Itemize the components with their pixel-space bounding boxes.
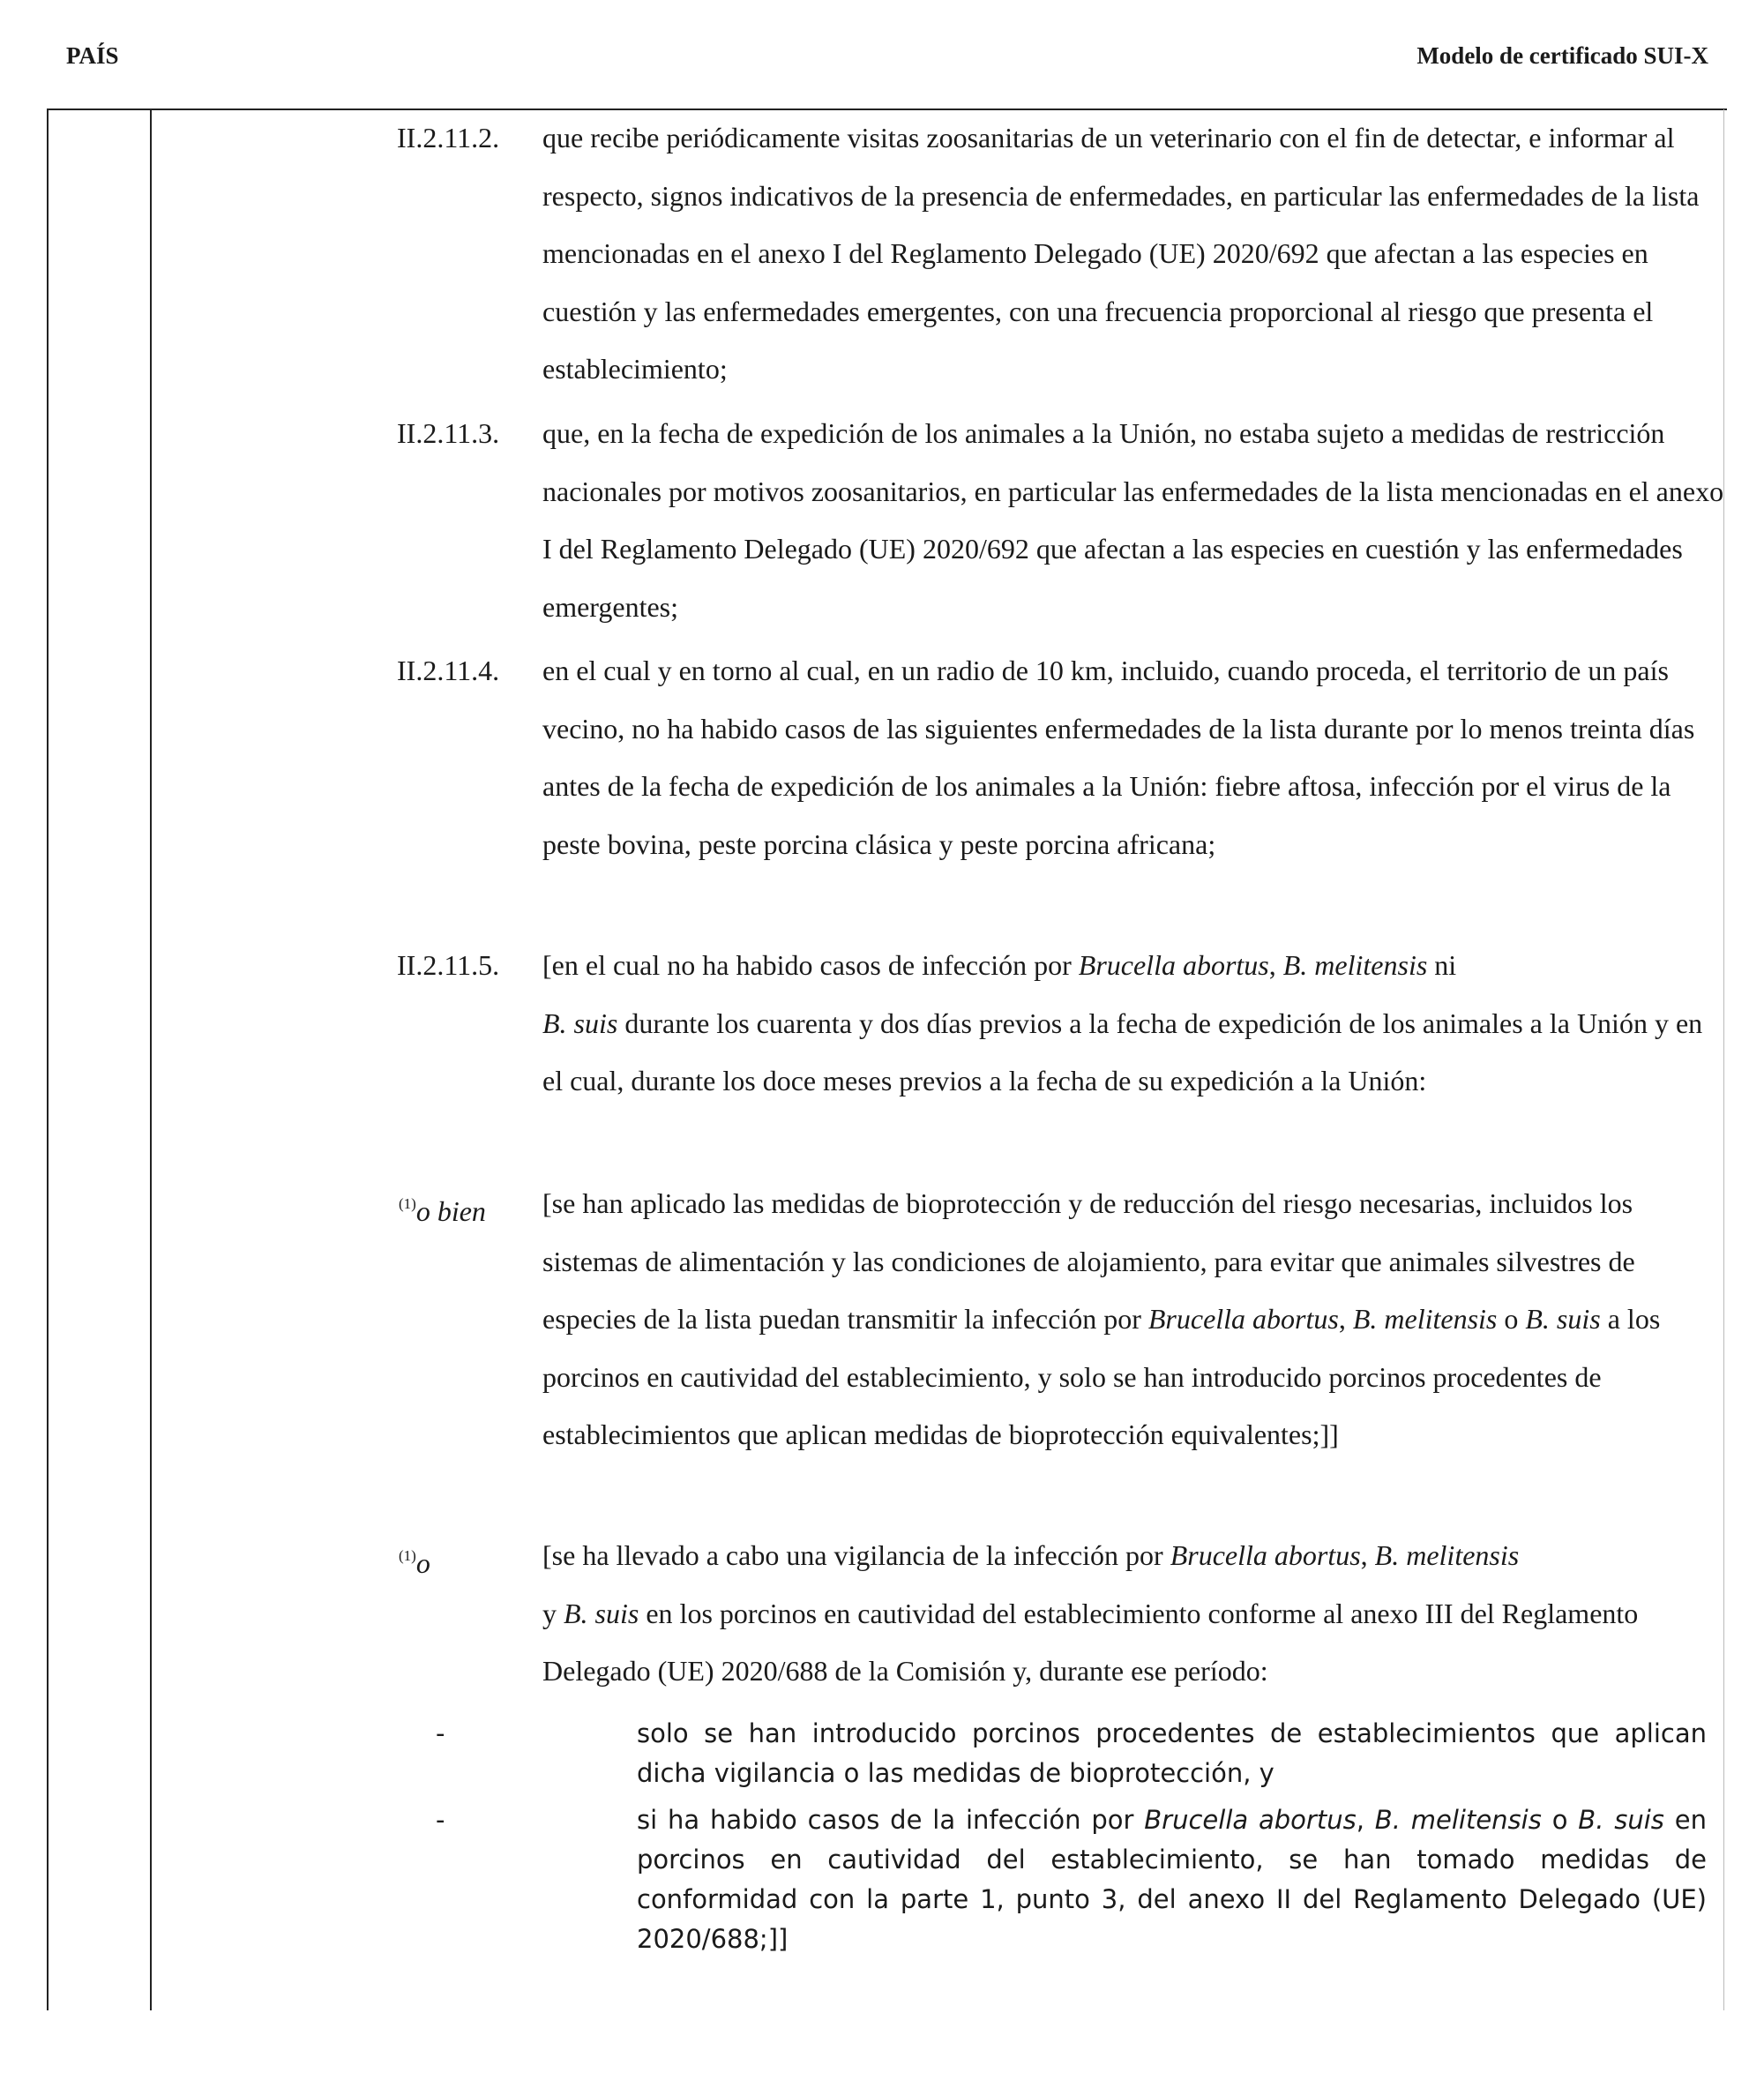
- dash-marker: -: [436, 1805, 445, 1835]
- section-number: II.2.11.2.: [397, 122, 500, 153]
- section-ii-2-11-5: [397, 937, 1729, 1111]
- table-column-divider: [150, 109, 152, 2010]
- section-ii-2-11-2: [397, 109, 1729, 399]
- section-text: que recibe periódicamente visitas zoosanitarias de un veterinario con el fin de detectar, e informar al respecto, signos indicativos de la presencia de enfermedades, en particular las enfermedades de la lista mencionadas en el anexo I del Reglamento Delegado (UE) 2020/692 que afectan a las especies en cuestión y las enfermedades emergentes, con una frecuencia proporcional al riesgo que presenta el establecimiento;: [542, 122, 1700, 385]
- section-text: [en el cual no ha habido casos de infección por Brucella abortus, B. melitensis ni B. suis durante los cuarenta y dos días previos a la fecha de expedición de los animales a la Unión y en el cual, durante los doce meses previos a la fecha de su expedición a la Unión:: [542, 949, 1703, 1096]
- option-or: [397, 1527, 1729, 1701]
- option-label: $^{(1)}$o bien: [399, 1195, 486, 1227]
- section-number: II.2.11.3.: [397, 417, 500, 449]
- header-certificate-model: Modelo de certificado SUI-X: [1416, 42, 1708, 69]
- section-text: que, en la fecha de expedición de los animales a la Unión, no estaba sujeto a medidas de restricción nacionales por motivos zoosanitarios, en particular las enfermedades de la lista mencionadas en el anexo I del Reglamento Delegado (UE) 2020/692 que afectan a las especies en cuestión y las enfermedades emergentes;: [542, 417, 1724, 623]
- option-text: [se han aplicado las medidas de bioprotección y de reducción del riesgo necesarias, incluidos los sistemas de alimentación y las condiciones de alojamiento, para evitar que animales silvestres de especies de la lista puedan transmitir la infección por Brucella abortus, B. melitensis o B. suis a los porcinos en cautividad del establecimiento, y solo se han introducido porcinos procedentes de establecimientos que aplican medidas de bioprotección equivalentes;]]: [542, 1187, 1661, 1450]
- table-border-left: [47, 109, 49, 2010]
- header-country: PAÍS: [66, 42, 119, 69]
- dash-marker: -: [436, 1718, 445, 1748]
- option-text: [se ha llevado a cabo una vigilancia de la infección por Brucella abortus, B. melitensis y B. suis en los porcinos en cautividad del establecimiento conforme al anexo III del Reglamento Delegado (UE) 2020/688 de la Comisión y, durante ese período:: [542, 1539, 1639, 1687]
- option-either: [397, 1175, 1729, 1464]
- list-item-text: si ha habido casos de la infección por Brucella abortus, B. melitensis o B. suis en porcinos en cautividad del establecimiento, se han tomado medidas de conformidad con la parte 1, punto 3, del anexo II del Reglamento Delegado (UE) 2020/688;]]: [637, 1805, 1707, 1954]
- option-label: $^{(1)}$o: [399, 1547, 430, 1579]
- dash-list: [436, 1714, 1707, 1966]
- section-number: II.2.11.4.: [397, 655, 500, 686]
- list-item: [436, 1800, 1707, 1959]
- section-number: II.2.11.5.: [397, 949, 500, 981]
- section-text: en el cual y en torno al cual, en un radio de 10 km, incluido, cuando proceda, el territorio de un país vecino, no ha habido casos de las siguientes enfermedades de la lista durante por lo menos treinta días antes de la fecha de expedición de los animales a la Unión: fiebre aftosa, infección por el virus de la peste bovina, peste porcina clásica y peste porcina africana;: [542, 655, 1695, 860]
- list-item: [436, 1714, 1707, 1793]
- section-ii-2-11-3: [397, 405, 1729, 636]
- section-ii-2-11-4: [397, 642, 1729, 873]
- list-item-text: solo se han introducido porcinos procedentes de establecimientos que aplican dicha vigilancia o las medidas de bioprotección, y: [637, 1718, 1707, 1788]
